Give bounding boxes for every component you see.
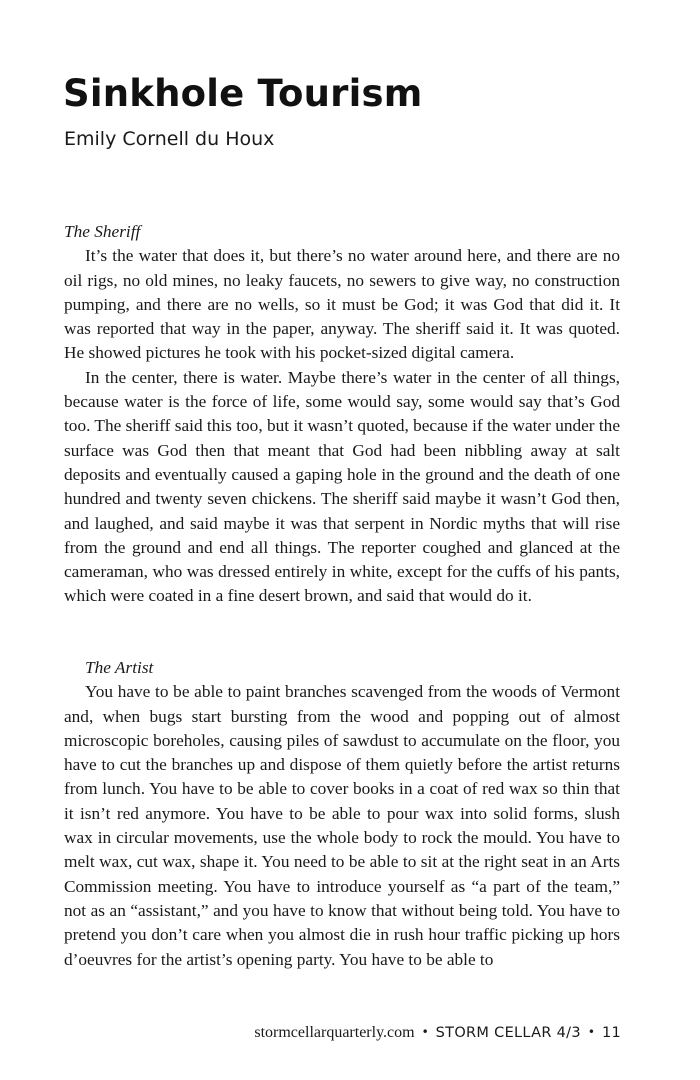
body-paragraph: It’s the water that does it, but there’s no water around here, and there are no oil rigs, no old mines, no leaky faucets, no sewers to give way, no construction pumping, and there are no wells, so it must be God; it was God that did it. It was reported that way in the paper, anyway. The sheriff said it. It was quoted. He showed pictures he took with his pocket-sized digital camera. bbox=[64, 246, 620, 363]
article-title: Sinkhole Tourism bbox=[63, 72, 423, 115]
footer-bullet: • bbox=[587, 1025, 595, 1039]
footer-magazine-issue: STORM CELLAR 4/3 bbox=[435, 1025, 581, 1041]
section-the-sheriff bbox=[64, 220, 620, 609]
section-heading: The Sheriff bbox=[64, 222, 141, 241]
article-author: Emily Cornell du Houx bbox=[64, 128, 275, 150]
body-paragraph: You have to be able to paint branches scavenged from the woods of Vermont and, when bugs start bursting from the wood and popping out of almost microscopic boreholes, causing piles of sawdust to accumulate on the floor, you have to cut the branches up and dispose of them quietly before the artist returns from lunch. You have to be able to cover books in a coat of red wax so thin that it isn’t red anymore. You have to be able to pour wax into solid forms, slush wax in circular movements, use the whole body to rock the mould. You have to melt wax, cut wax, shape it. You need to be able to sit at the right seat in an Arts Commission meeting. You have to introduce yourself as “a part of the team,” not as an “assistant,” and you have to know that without being told. You have to pretend you don’t care when you almost die in rush hour traffic picking up hors d’oeuvres for the artist’s opening party. You have to be able to bbox=[64, 682, 620, 969]
section-heading: The Artist bbox=[85, 658, 154, 677]
page-footer bbox=[254, 1021, 621, 1045]
footer-bullet: • bbox=[421, 1025, 429, 1039]
footer-site-url: stormcellarquarterly.com bbox=[254, 1024, 415, 1041]
body-paragraph: In the center, there is water. Maybe there’s water in the center of all things, because water is the force of life, some would say, some would say that’s God too. The sheriff said this too, but it wasn’t quoted, because if the water under the surface was God then that meant that God had been nibbling away at salt deposits and eventually caused a gaping hole in the ground and the death of one hundred and twenty seven chickens. The sheriff said maybe it wasn’t God then, and laughed, and said maybe it was that serpent in Nordic myths that will rise from the ground and end all things. The reporter coughed and glanced at the cameraman, who was dressed entirely in white, except for the cuffs of his pants, which were coated in a fine desert brown, and said that would do it. bbox=[64, 367, 620, 606]
page-number: 11 bbox=[601, 1025, 621, 1041]
section-the-artist bbox=[64, 656, 620, 972]
